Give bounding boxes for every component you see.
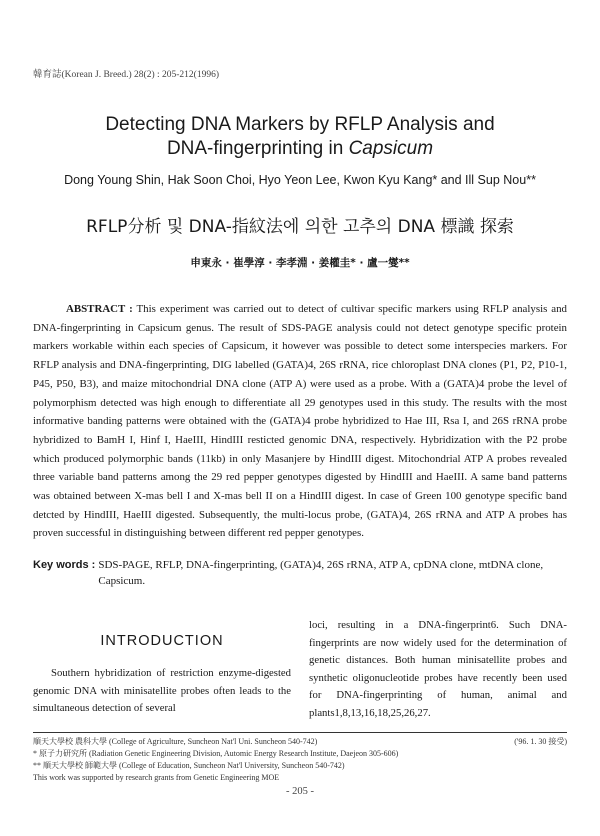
- abstract: [33, 300, 567, 543]
- korean-author-list: 申東永 · 崔學淳 · 李孝淵 · 姜權圭* · 盧一燮**: [190, 257, 410, 269]
- footnote-row: [33, 736, 567, 748]
- footnote-affiliation-2: * 原子力研究所 (Radiation Genetic Engineering Division, Automic Energy Research Institute, Daejeon 305-606): [33, 749, 399, 758]
- intro-right-column: loci, resulting in a DNA-fingerprint6. Such DNA-fingerprints are now widely used for the determination of genetic distances. Both human minisatellite probes and synthetic oligonucleotide probes have recently been used for DNA-fingerprinting of human, animal and plants1,8,13,16,18,25,26,27.: [309, 619, 567, 719]
- korean-title: RFLP分析 및 DNA-指紋法에 의한 고추의 DNA 標識 探索: [86, 217, 514, 237]
- paper-title: [60, 113, 540, 161]
- footnote-affiliation-3: ** 順天大學校 師範大學 (College of Education, Suncheon Nat'l University, Suncheon 540-742): [33, 761, 345, 770]
- page-number: - 205 -: [286, 786, 314, 797]
- journal-reference: 韓育誌(Korean J. Breed.) 28(2) : 205-212(1996): [33, 70, 219, 80]
- title-line-2-prefix: DNA-fingerprinting in: [166, 138, 349, 159]
- intro-left-column: Southern hybridization of restriction enzyme-digested genomic DNA with minisatellite probes often leads to the simultaneous detection of several: [33, 667, 291, 714]
- abstract-label: ABSTRACT :: [66, 303, 133, 315]
- footnotes: [33, 736, 567, 784]
- title-line-2: [60, 137, 540, 161]
- received-date: ('96. 1. 30 接受): [514, 737, 567, 746]
- keywords: [33, 557, 567, 589]
- footnote-funding: This work was supported by research grants from Genetic Engineering MOE: [33, 773, 280, 782]
- section-heading-introduction: INTRODUCTION: [100, 633, 224, 649]
- footnote-affiliation-1: 順天大學校 農科大學 (College of Agriculture, Suncheon Nat'l Uni. Suncheon 540-742): [33, 737, 318, 746]
- footnote-divider: [33, 732, 567, 733]
- title-genus: Capsicum: [348, 138, 434, 159]
- author-list: Dong Young Shin, Hak Soon Choi, Hyo Yeon Lee, Kwon Kyu Kang* and Ill Sup Nou**: [64, 173, 536, 187]
- title-line-1: Detecting DNA Markers by RFLP Analysis and: [105, 114, 495, 135]
- keywords-text: SDS-PAGE, RFLP, DNA-fingerprinting, (GATA)4, 26S rRNA, ATP A, cpDNA clone, mtDNA clone, Capsicum.: [98, 559, 544, 587]
- keywords-label: Key words :: [33, 559, 96, 571]
- abstract-text: This experiment was carried out to detect of cultivar specific markers using RFLP analysis and DNA-fingerprinting in Capsicum genus. The result of SDS-PAGE analysis could not detect genotype specific protein markers workable within each species of Capsicum, it however was possible to detect some interspecies markers. For RFLP analysis and DNA-fingerprinting, DIG labelled (GATA)4, 26S rRNA, rice chloroplast DNA clones (P1, P2, P10-1, P45, P50, B3), and maize mitochondrial DNA clone (ATP A) were used as a probe. With a (GATA)4 probe the level of polymorphism detected was high enough to differentiate all 29 genotypes used in this study. The results with the most informative banding patterns were obtained with the (GATA)4 probe hybridized to Hae III, Rsa I, and 26S rRNA probe hybridized to BamH I, Hinf I, HaeIII, HindIII resticted genomic DNA, respectively. Hybridization with the P2 probe which produced polymorphic bands (11kb) in only Masanjere by HindIII digest. Mitochondrial ATP A probes revealed three variable band patterns among the 29 red pepper genotypes digested by HindIII and HaeIII. A same band patterns was obtained between X-mas bell I and X-mas bell II on a HindIII digest. In case of Green 100 genotype specific band detcted by HindIII, HaeIII digested. Subsequently, the multi-locus probe, (GATA)4, 26S rRNA and ATP A probes has proven successful in distinguishing between different red pepper genotypes.: [33, 303, 568, 540]
